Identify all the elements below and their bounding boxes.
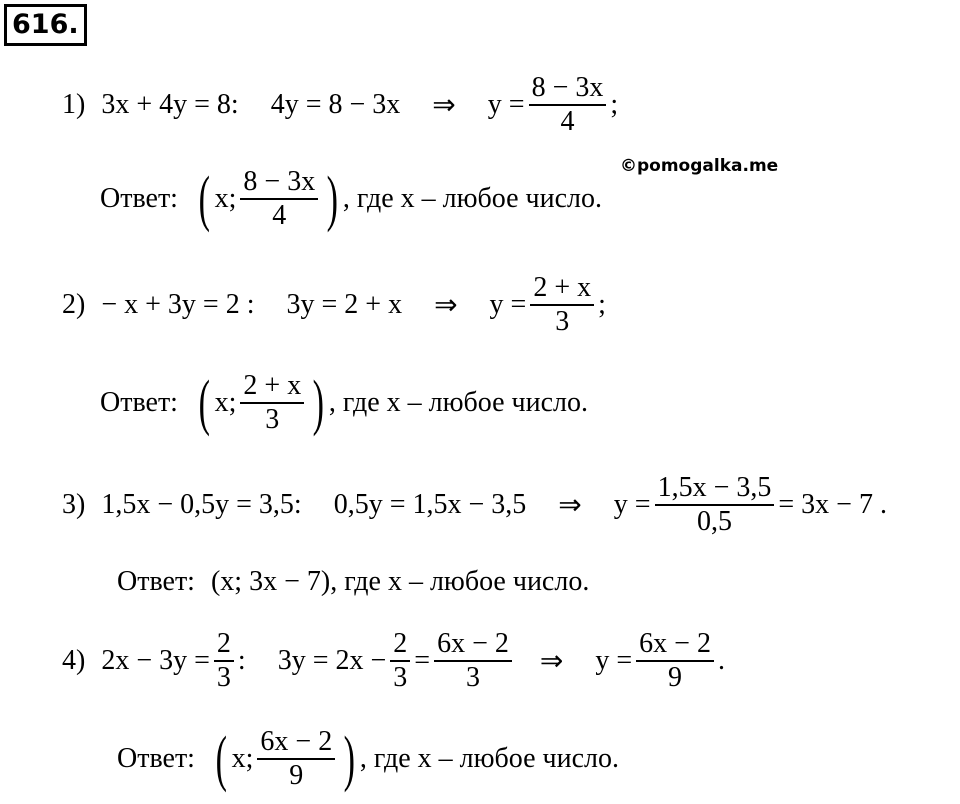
answer-label: Ответ:: [100, 183, 178, 214]
item-4-eq-numerator: 2: [216, 628, 231, 659]
item-2-result-denominator: 3: [555, 306, 570, 337]
item-4-result-end: .: [717, 645, 725, 676]
item-3-answer-text: (x; 3x − 7): [210, 566, 331, 597]
item-1-step: 4y = 8 − 3x: [270, 89, 401, 120]
item-1-result-end: ;: [610, 89, 619, 120]
item-4-answer-denominator: 9: [289, 760, 304, 791]
item-4-step-numerator-1: 2: [393, 628, 408, 659]
item-2-step: 3y = 2 + x: [286, 289, 403, 320]
right-paren: ): [312, 369, 325, 437]
left-paren: (: [198, 165, 210, 233]
item-4-result-lhs: y =: [595, 645, 633, 676]
answer-label: Ответ:: [117, 743, 195, 774]
item-2-result-fraction: [530, 272, 594, 338]
item-4-result-fraction: [636, 628, 714, 694]
item-2-answer-denominator: 3: [265, 404, 280, 435]
item-2-result-lhs: y =: [489, 289, 527, 320]
item-1-answer-fraction: [240, 166, 318, 232]
item-4-step-denominator-1: 3: [393, 662, 408, 693]
item-2-line: [62, 272, 606, 338]
item-4-step-fraction-2: [434, 628, 512, 694]
item-2-answer-tail: , где x – любое число.: [328, 387, 588, 418]
item-1-result-fraction: [529, 72, 607, 138]
item-2-result-numerator: 2 + x: [533, 272, 592, 303]
item-4-answer-pre: x;: [231, 743, 254, 774]
item-2-answer: [100, 370, 588, 436]
item-3-arrow: ⇒: [558, 490, 582, 521]
item-1-result-denominator: 4: [560, 106, 575, 137]
right-paren: ): [326, 165, 339, 233]
answer-label: Ответ:: [117, 566, 195, 597]
answer-label: Ответ:: [100, 387, 178, 418]
item-4-label: 4): [62, 645, 86, 676]
item-3-equation: 1,5x − 0,5y = 3,5:: [101, 489, 302, 520]
item-4-result-denominator: 9: [668, 662, 683, 693]
watermark: ©pomogalka.me: [620, 156, 779, 176]
item-1-arrow: ⇒: [432, 90, 456, 121]
item-1-answer: [100, 166, 602, 232]
left-paren: (: [198, 369, 210, 437]
item-3-result-denominator: 0,5: [696, 506, 732, 537]
problem-number: 616.: [4, 4, 87, 46]
item-3-answer-tail: , где x – любое число.: [330, 566, 590, 597]
item-4-eq-lhs: 2x − 3y =: [101, 645, 210, 676]
item-4-answer-tail: , где x – любое число.: [359, 743, 619, 774]
item-1-answer-numerator: 8 − 3x: [243, 166, 316, 197]
item-4-step-denominator-2: 3: [465, 662, 480, 693]
item-4-step-numerator-2: 6x − 2: [437, 628, 509, 659]
item-2-answer-numerator: 2 + x: [243, 370, 302, 401]
item-4-result-numerator: 6x − 2: [639, 628, 711, 659]
item-4-step-lhs: 3y = 2x −: [277, 645, 387, 676]
item-4-answer-fraction: [257, 726, 335, 792]
item-1-line: [62, 72, 618, 138]
item-1-equation: 3x + 4y = 8:: [101, 89, 239, 120]
item-4-eq-denominator: 3: [216, 662, 231, 693]
item-4-step-eq: =: [414, 645, 431, 676]
item-4-eq-end: :: [237, 645, 246, 676]
item-4-eq-fraction: [214, 628, 234, 694]
item-4-step-fraction-1: [390, 628, 410, 694]
right-paren: ): [343, 725, 356, 793]
item-3-result-numerator: 1,5x − 3,5: [657, 472, 772, 503]
item-2-equation: − x + 3y = 2 :: [101, 289, 255, 320]
left-paren: (: [215, 725, 227, 793]
item-1-answer-tail: , где x – любое число.: [342, 183, 602, 214]
item-3-answer: [117, 566, 589, 598]
item-1-result-numerator: 8 − 3x: [531, 72, 604, 103]
item-3-line: [62, 472, 887, 538]
item-2-answer-pre: x;: [214, 387, 237, 418]
item-4-line: [62, 628, 725, 694]
item-1-answer-pre: x;: [214, 183, 237, 214]
item-3-result-fraction: [655, 472, 775, 538]
item-2-answer-fraction: [240, 370, 304, 436]
item-1-result-lhs: y =: [487, 89, 525, 120]
item-3-step: 0,5y = 1,5x − 3,5: [333, 489, 527, 520]
item-4-arrow: ⇒: [539, 646, 564, 677]
item-1-answer-denominator: 4: [272, 200, 287, 231]
item-2-result-end: ;: [598, 289, 606, 320]
item-4-answer: [117, 726, 619, 792]
item-4-answer-numerator: 6x − 2: [260, 726, 333, 757]
item-2-label: 2): [62, 289, 86, 320]
item-3-label: 3): [62, 489, 86, 520]
item-2-arrow: ⇒: [434, 290, 458, 321]
item-1-label: 1): [62, 89, 86, 120]
item-3-result-lhs: y =: [613, 489, 651, 520]
item-3-result-end: = 3x − 7 .: [778, 489, 887, 520]
